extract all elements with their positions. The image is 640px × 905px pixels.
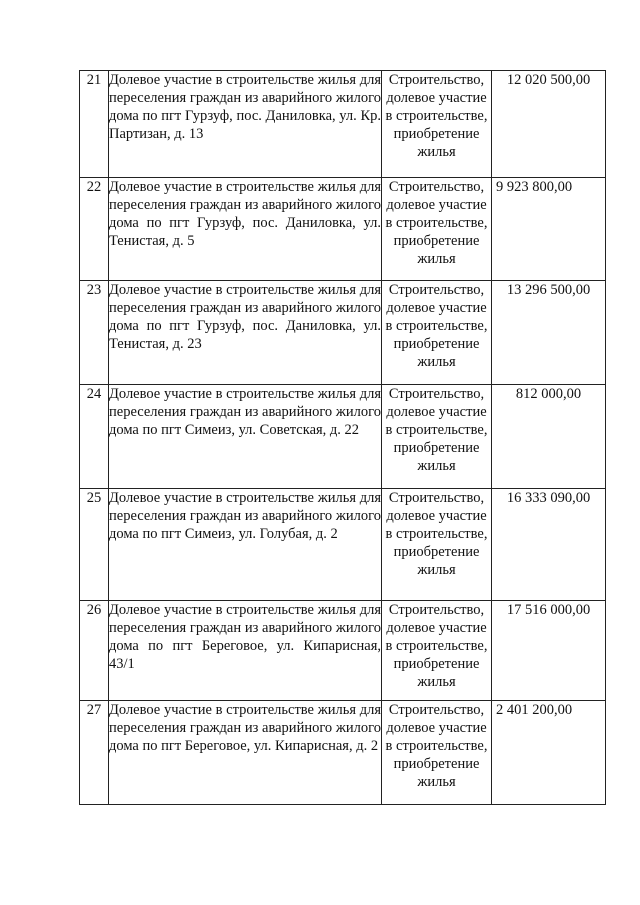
amount-value: 812 000,00 — [515, 386, 582, 402]
row-amount — [492, 601, 606, 701]
row-description: Долевое участие в строительстве жилья для переселения граждан из аварийного жилого дома по пгт Береговое, ул. Кипарисная, д. 2 — [109, 701, 382, 805]
table-row — [80, 178, 606, 281]
row-description: Долевое участие в строительстве жилья для переселения граждан из аварийного жилого дома по пгт Симеиз, ул. Советская, д. 22 — [109, 385, 382, 489]
row-type: Строительство, долевое участие в строительстве, приобретение жилья — [382, 489, 492, 601]
row-type: Строительство, долевое участие в строительстве, приобретение жилья — [382, 71, 492, 178]
row-type: Строительство, долевое участие в строительстве, приобретение жилья — [382, 601, 492, 701]
row-number: 27 — [80, 701, 109, 805]
amount-value: 16 333 090,00 — [506, 490, 591, 506]
amount-value: 17 516 000,00 — [506, 602, 591, 618]
amount-value: 9 923 800,00 — [496, 179, 573, 195]
amount-value: 2 401 200,00 — [496, 702, 573, 718]
amount-value: 13 296 500,00 — [506, 282, 591, 298]
amount-value: 12 020 500,00 — [506, 72, 591, 88]
row-amount — [492, 701, 606, 805]
table-row — [80, 385, 606, 489]
row-description: Долевое участие в строительстве жилья для переселения граждан из аварийного жилого дома по пгт Симеиз, ул. Голубая, д. 2 — [109, 489, 382, 601]
row-description: Долевое участие в строительстве жилья для переселения граждан из аварийного жилого дома по пгт Гурзуф, пос. Даниловка, ул. Тенистая, д. 23 — [109, 281, 382, 385]
row-number: 21 — [80, 71, 109, 178]
row-amount — [492, 71, 606, 178]
row-number: 25 — [80, 489, 109, 601]
row-description: Долевое участие в строительстве жилья для переселения граждан из аварийного жилого дома по пгт Гурзуф, пос. Даниловка, ул. Тенистая, д. 5 — [109, 178, 382, 281]
row-amount — [492, 178, 606, 281]
table-row — [80, 601, 606, 701]
row-type: Строительство, долевое участие в строительстве, приобретение жилья — [382, 281, 492, 385]
row-description: Долевое участие в строительстве жилья для переселения граждан из аварийного жилого дома по пгт Гурзуф, пос. Даниловка, ул. Кр. Партизан, д. 13 — [109, 71, 382, 178]
row-number: 24 — [80, 385, 109, 489]
row-type: Строительство, долевое участие в строительстве, приобретение жилья — [382, 701, 492, 805]
row-type: Строительство, долевое участие в строительстве, приобретение жилья — [382, 385, 492, 489]
row-amount — [492, 281, 606, 385]
program-table — [79, 70, 606, 805]
table-row — [80, 71, 606, 178]
row-amount — [492, 385, 606, 489]
table-row — [80, 489, 606, 601]
row-type: Строительство, долевое участие в строительстве, приобретение жилья — [382, 178, 492, 281]
row-description: Долевое участие в строительстве жилья для переселения граждан из аварийного жилого дома по пгт Береговое, ул. Кипарисная, 43/1 — [109, 601, 382, 701]
table-row — [80, 701, 606, 805]
table-row — [80, 281, 606, 385]
row-number: 26 — [80, 601, 109, 701]
row-number: 22 — [80, 178, 109, 281]
row-number: 23 — [80, 281, 109, 385]
row-amount — [492, 489, 606, 601]
